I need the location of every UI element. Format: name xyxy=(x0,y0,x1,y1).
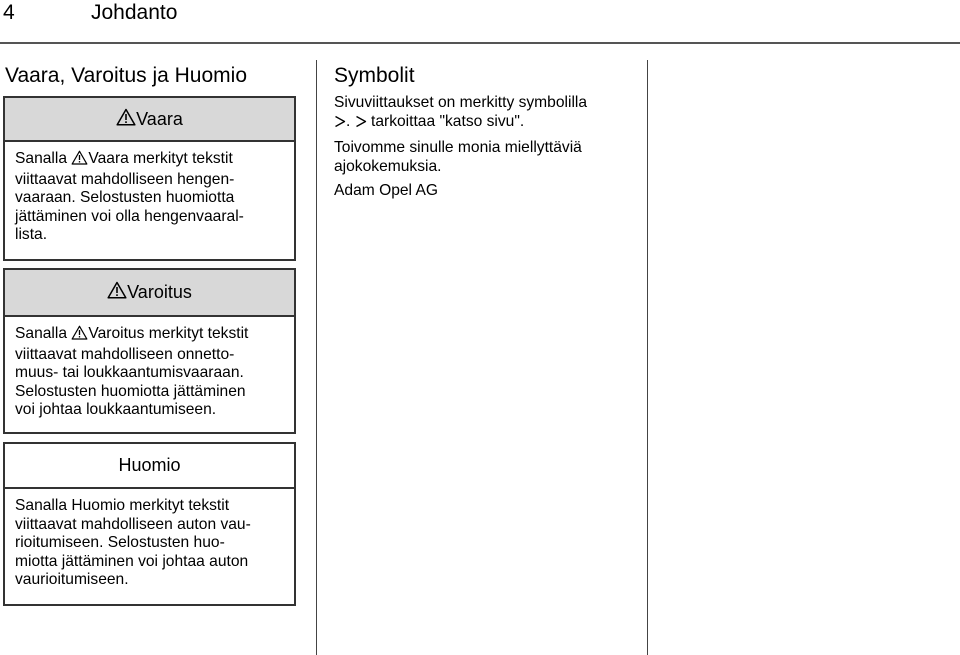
warning-triangle-icon xyxy=(107,281,127,304)
body-line: Toivomme sinulle monia miellyttäviä xyxy=(334,139,582,157)
body-line: Selostusten huomiotta jättäminen xyxy=(15,382,246,400)
body-line: vaaraan. Selostusten huomiotta xyxy=(15,189,235,207)
body-line: vaurioitumiseen. xyxy=(15,571,129,589)
body-text: Sanalla xyxy=(15,325,72,342)
warning-notice-heading: Varoitus xyxy=(127,282,192,302)
section-title: Vaara, Varoitus ja Huomio xyxy=(5,64,248,87)
header-rule xyxy=(0,42,960,44)
body-line: Sivuviittaukset on merkitty symbolilla xyxy=(334,94,588,111)
warning-triangle-icon xyxy=(71,150,88,171)
caution-notice-body xyxy=(5,489,294,590)
body-text: merkityt tekstit xyxy=(128,150,233,167)
caution-keyword: Huomio xyxy=(71,497,126,514)
body-line: ajokokemuksia. xyxy=(334,157,442,175)
body-line: viittaavat mahdolliseen hengen- xyxy=(15,170,235,188)
body-line: rioitumiseen. Selostusten huo- xyxy=(15,534,225,552)
body-text: tarkoittaa "katso sivu". xyxy=(366,112,525,130)
page-reference-arrow-icon xyxy=(355,115,367,134)
body-line: lista. xyxy=(15,226,48,244)
warning-keyword: Varoitus xyxy=(88,325,145,342)
company-name: Adam Opel AG xyxy=(334,182,439,200)
column-divider xyxy=(647,60,648,655)
caution-notice xyxy=(3,442,296,606)
danger-notice-header xyxy=(5,98,294,142)
body-line: viittaavat mahdolliseen auton vau- xyxy=(15,515,251,533)
body-line: voi johtaa loukkaantumiseen. xyxy=(15,401,217,419)
body-text: Sanalla xyxy=(15,497,72,514)
body-text: Sanalla xyxy=(15,150,72,167)
danger-notice-body xyxy=(5,142,294,245)
symbols-title: Symbolit xyxy=(334,64,415,87)
column-divider xyxy=(316,60,317,655)
body-line: miotta jättäminen voi johtaa auton xyxy=(15,552,249,570)
chapter-title: Johdanto xyxy=(91,1,178,24)
danger-keyword: Vaara xyxy=(88,150,129,167)
body-line: jättäminen voi olla hengenvaaral- xyxy=(15,207,244,225)
danger-notice xyxy=(3,96,296,261)
warning-notice-body xyxy=(5,317,294,420)
body-text: merkityt tekstit xyxy=(125,497,230,514)
warning-triangle-icon xyxy=(71,325,88,346)
body-text: merkityt tekstit xyxy=(144,325,249,342)
body-text: . xyxy=(346,112,355,130)
body-line: muus- tai loukkaantumisvaaraan. xyxy=(15,364,244,382)
symbols-section xyxy=(334,64,634,201)
warning-triangle-icon xyxy=(116,108,136,131)
page-reference-arrow-icon xyxy=(334,115,346,134)
page-header xyxy=(0,0,960,46)
danger-notice-heading: Vaara xyxy=(136,108,183,129)
symbols-paragraph xyxy=(334,139,634,176)
caution-notice-header xyxy=(5,444,294,489)
warning-notice-header xyxy=(5,270,294,317)
caution-notice-heading: Huomio xyxy=(118,455,181,475)
warning-notice xyxy=(3,268,296,434)
symbols-paragraph xyxy=(334,94,634,133)
body-line: viittaavat mahdolliseen onnetto- xyxy=(15,345,235,363)
page-number: 4 xyxy=(3,1,15,24)
